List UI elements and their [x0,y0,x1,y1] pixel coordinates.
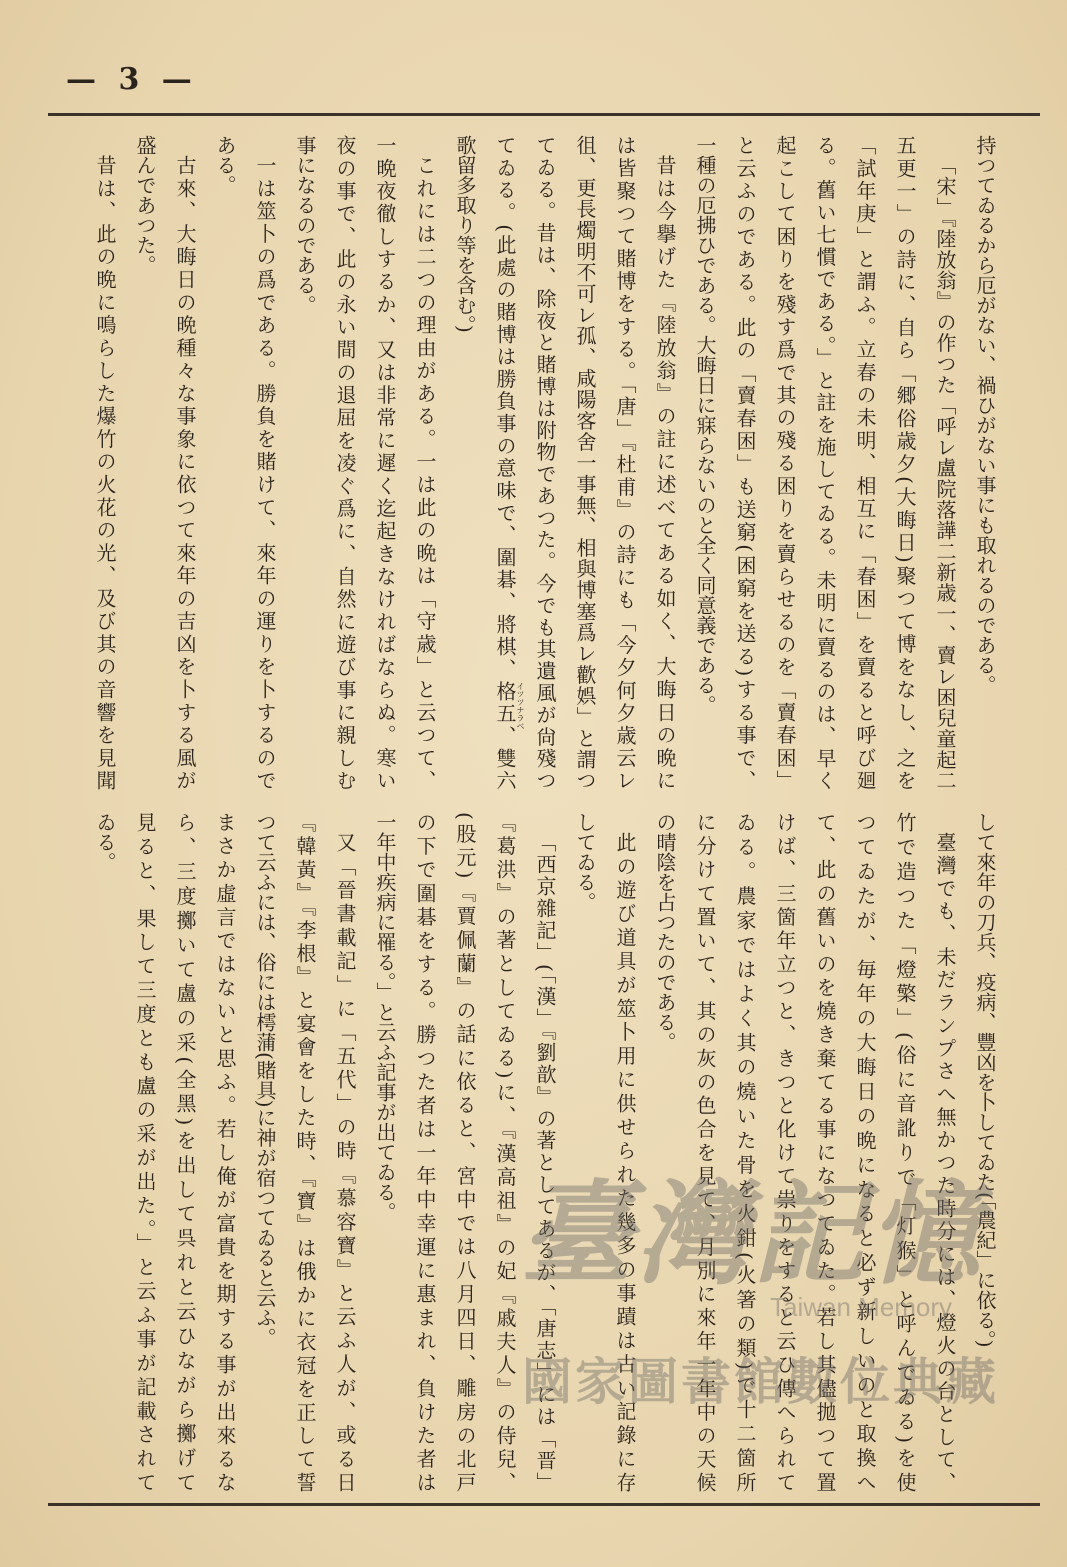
lower-column: 一年中疾病に罹る。」と云ふ記事が出てゐる。 [373,812,397,1222]
upper-column: 昔は、此の晩に鳴らした爆竹の火花の光、及び其の音響を見聞 [93,155,117,790]
upper-column: る。舊い七慣である。」と註を施してゐる。未明に賣るのは、早く [813,135,837,790]
watermark-institution: 國家圖書館數位典藏 [522,1353,999,1411]
upper-column: 一晩夜徹しするか、又は非常に遲く迄起きなければならぬ。寒い [373,135,397,790]
lower-column: 此の遊び道具が筮卜用に供せられた幾多の事蹟は古い記錄に存 [613,832,637,1492]
upper-column: 歌留多取り等を含む。) [453,135,477,333]
lower-column: 竹で造つた「燈檠」(俗に音訛りで「灯猴」と呼んでゐる)を使 [893,812,917,1492]
lower-text-block [85,812,1005,1492]
upper-column: 一は筮卜の爲である。勝負を賭けて、來年の運りを卜するので [253,155,277,790]
upper-column: 盛んであつた。 [133,135,157,275]
upper-column: 夜の事で、此の永い間の退屈を凌ぐ爲に、自然に遊び事に親しむ [333,135,357,790]
lower-column: (股元)『賈佩蘭』の話に依ると、宮中では八月四日、雕房の北戸 [453,812,477,1492]
lower-column: に分けて置いて、其の灰の色合を見て、月別に來年一年中の天候 [693,812,717,1492]
lower-column: 「西京雜記」(「漢」『劉歆』の著としてあるが、「唐志」には「晋」 [533,832,557,1492]
upper-column: 徂、更長燭明不可レ孤、咸陽客舍一事無、相與博塞爲レ歡娯」と謂つ [573,135,597,790]
lower-column: 又「晉書載記」に「五代」の時『慕容寶』と云ふ人が、或る日 [333,832,357,1492]
lower-column: 臺灣でも、未だランプさへ無かつた時分には、燈火の台として、 [933,832,957,1492]
upper-column: これには二つの理由がある。一は此の晩は「守歳」と云つて、 [413,155,437,790]
upper-column: 起こして困りを殘す爲で其の殘る困りを賣らせるのを「賣春困」 [773,135,797,790]
lower-column: してゐる。 [573,812,597,912]
lower-column: の下で圍碁をする。勝つた者は一年中幸運に惠まれ、負けた者は [413,812,437,1492]
page-number: — 3 — [66,62,198,97]
upper-column: 五更一」の詩に、自ら「郷俗歳夕(大晦日)聚つて博をなし、之を [893,135,917,790]
upper-column: 持つてゐるから厄がない、禍ひがない事にも取れるのである。 [973,135,997,695]
upper-column: 昔は今擧げた『陸放翁』の註に述べてある如く、大晦日の晩に [653,155,677,790]
lower-column: 『韓黃』『李根』と宴會をした時、『寶』は俄かに衣冠を正して誓 [293,812,317,1492]
lower-column: 『葛洪』の著としてゐる)に、『漢高祖』の妃『戚夫人』の侍兒、 [493,812,517,1492]
upper-column: 事になるのである。 [293,135,317,315]
bottom-rule [48,1503,1040,1506]
upper-column: 古來、大晦日の晩種々な事象に依つて來年の吉凶を卜する風が [173,155,197,790]
upper-column: てゐる。(此處の賭博は勝負事の意味で、圍碁、將棋、格五、雙六 [493,135,517,790]
lower-column: ゐる。 [93,812,117,872]
upper-text-block [85,135,1005,790]
watermark-logo-chars: 臺灣記憶 [520,1169,984,1300]
upper-column: 「試年庚」と謂ふ。立春の未明、相互に「春困」を賣ると呼び廻 [853,135,877,790]
lower-column: けば、三箇年立つと、きつと化けて祟りをすると云ひ傳へられて [773,812,797,1492]
watermark-english: Taiwan Memory [770,1292,953,1322]
lower-column: の晴陰を占つたのである。 [653,812,677,1052]
lower-column: つてゐたが、毎年の大晦日の晩になると必ず新しいのと取換へ [853,812,877,1492]
lower-column: まさか虛言ではないと思ふ。若し俺が富貴を期する事が出來るな [213,812,237,1492]
lower-column: して來年の刀兵、疫病、豐凶を卜してゐた(「農紀」に依る。) [973,812,997,1348]
upper-column: 一種の厄拂ひである。大晦日に寐らないのと全く同意義である。 [693,135,717,715]
lower-column: 見ると、果して三度とも盧の采が出た。」と云ふ事が記載されて [133,812,157,1492]
upper-column: てゐる。昔は、除夜と賭博は附物であつた。今でも其遺風が尙殘つ [533,135,557,790]
upper-column: ある。 [213,135,237,195]
upper-column: と云ふのである。此の「賣春困」も送窮(困窮を送る)する事で、 [733,135,757,790]
lower-column: て、此の舊いのを燒き棄てる事になつてゐた。若し其儘拋つて置 [813,812,837,1492]
upper-column: は皆聚つて賭博をする。「唐」『杜甫』の詩にも「今夕何夕歳云レ [613,135,637,790]
lower-column: つて云ふには、俗には樗蒲(賭具)に神が宿つてゐると云ふ。 [253,812,277,1348]
ruby-annotation: イツツナラベ [516,682,525,730]
upper-column: 「宋」『陸放翁』の作つた「呼レ盧院落譁二新歳一、賣レ困兒童起二 [933,155,957,790]
lower-column: ら、三度擲いて盧の采(全黑)を出して呉れと云ひながら擲げて [173,812,197,1492]
lower-column: ゐる。農家ではよく其の燒いた骨を火鉗(火箸の類)で十二箇所 [733,812,757,1492]
top-rule [48,113,1040,116]
